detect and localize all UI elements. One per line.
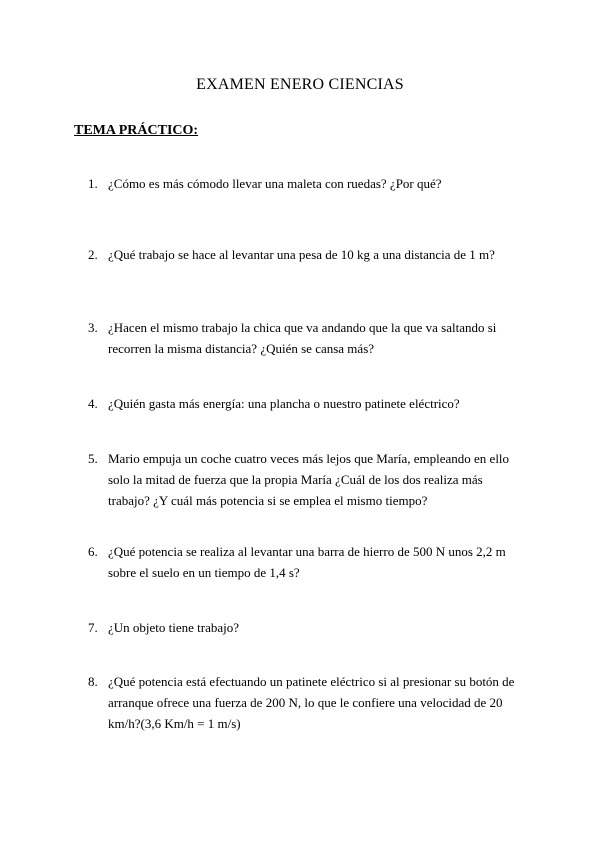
question-6 bbox=[88, 541, 518, 583]
question-text: ¿Qué potencia se realiza al levantar una barra de hierro de 500 N unos 2,2 m sobre el suelo en un tiempo de 1,4 s? bbox=[108, 544, 506, 580]
question-2 bbox=[88, 244, 518, 265]
page-title: EXAMEN ENERO CIENCIAS bbox=[196, 76, 404, 93]
question-number: 4. bbox=[88, 396, 98, 411]
question-text: ¿Qué potencia está efectuando un patinete eléctrico si al presionar su botón de arranque ofrece una fuerza de 200 N, lo que le confiere una velocidad de 20 km/h?(3,6 Km/h = 1 m/s) bbox=[108, 674, 515, 731]
question-number: 5. bbox=[88, 451, 98, 466]
question-number: 6. bbox=[88, 544, 98, 559]
question-text: ¿Hacen el mismo trabajo la chica que va andando que la que va saltando si recorren la misma distancia? ¿Quién se cansa más? bbox=[108, 320, 497, 356]
question-1 bbox=[88, 173, 518, 194]
section-title: TEMA PRÁCTICO: bbox=[74, 123, 199, 138]
question-8 bbox=[88, 671, 518, 734]
question-number: 2. bbox=[88, 247, 98, 262]
question-5 bbox=[88, 448, 518, 511]
question-3 bbox=[88, 317, 518, 359]
question-7 bbox=[88, 617, 518, 638]
question-text: ¿Qué trabajo se hace al levantar una pesa de 10 kg a una distancia de 1 m? bbox=[108, 247, 495, 262]
question-number: 7. bbox=[88, 620, 98, 635]
question-number: 3. bbox=[88, 320, 98, 335]
question-4 bbox=[88, 393, 518, 414]
question-number: 8. bbox=[88, 674, 98, 689]
question-text: ¿Quién gasta más energía: una plancha o nuestro patinete eléctrico? bbox=[108, 396, 460, 411]
question-text: ¿Un objeto tiene trabajo? bbox=[108, 620, 240, 635]
question-text: ¿Cómo es más cómodo llevar una maleta con ruedas? ¿Por qué? bbox=[108, 176, 442, 191]
question-number: 1. bbox=[88, 176, 98, 191]
question-text: Mario empuja un coche cuatro veces más lejos que María, empleando en ello solo la mitad de fuerza que la propia María ¿Cuál de los dos realiza más trabajo? ¿Y cuál más potencia si se emplea el mismo tiempo? bbox=[108, 451, 510, 508]
